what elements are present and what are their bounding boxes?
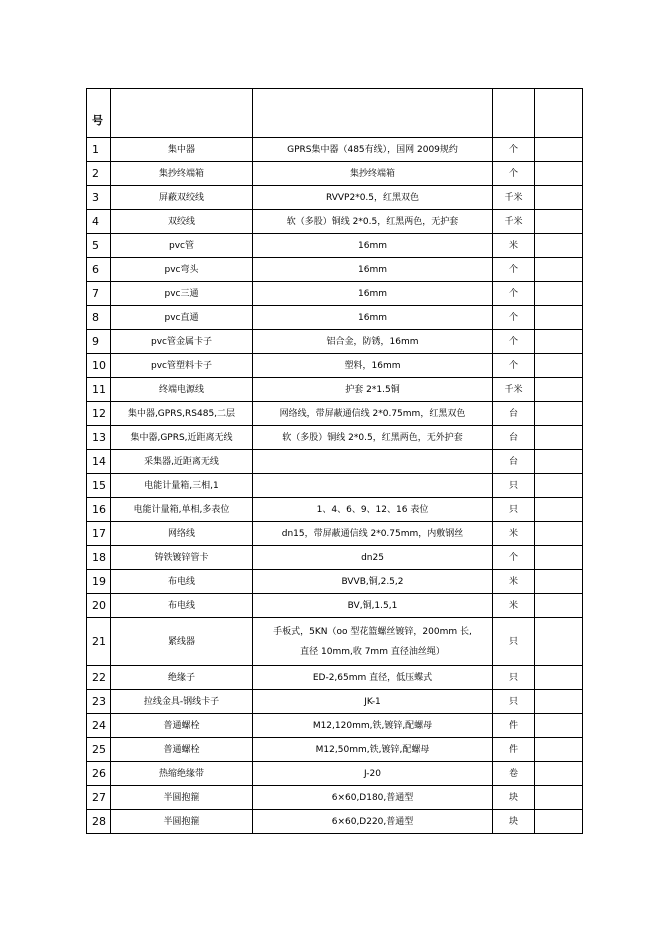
row-name-cell: 布电线 [111,594,253,618]
table-row [87,546,583,570]
row-spec-cell: M12,120mm,铁,镀锌,配螺母 [253,714,493,738]
row-unit-cell: 个 [493,258,535,282]
table-row [87,402,583,426]
table-row [87,282,583,306]
table-row [87,666,583,690]
row-name-cell: pvc管塑料卡子 [111,354,253,378]
row-extra-cell [535,522,583,546]
table-row [87,234,583,258]
row-spec-cell: BV,铜,1.5,1 [253,594,493,618]
row-unit-cell: 台 [493,450,535,474]
row-number-cell: 24 [87,714,111,738]
row-name-cell: 半圆抱箍 [111,786,253,810]
row-extra-cell [535,138,583,162]
row-name-cell: pvc三通 [111,282,253,306]
row-extra-cell [535,450,583,474]
row-spec-line: 直径 10mm,收 7mm 直径油丝绳） [300,646,445,657]
row-extra-cell [535,594,583,618]
row-unit-cell: 只 [493,474,535,498]
row-number-cell: 19 [87,570,111,594]
row-number-cell: 17 [87,522,111,546]
table-row [87,738,583,762]
table-row [87,522,583,546]
row-unit-cell: 米 [493,570,535,594]
row-unit-cell: 台 [493,426,535,450]
row-number-cell: 12 [87,402,111,426]
row-unit-cell: 个 [493,138,535,162]
row-unit-cell: 件 [493,738,535,762]
row-name-cell: 布电线 [111,570,253,594]
row-number-cell: 18 [87,546,111,570]
row-name-cell: 双绞线 [111,210,253,234]
row-spec-cell: 6×60,D180,普通型 [253,786,493,810]
row-unit-cell: 只 [493,618,535,666]
row-unit-cell: 米 [493,522,535,546]
row-spec-cell: JK-1 [253,690,493,714]
row-extra-cell [535,690,583,714]
row-name-cell: 集中器 [111,138,253,162]
row-number-cell: 13 [87,426,111,450]
row-extra-cell [535,354,583,378]
row-name-cell: 集中器,GPRS,近距离无线 [111,426,253,450]
table-row [87,594,583,618]
row-spec-cell: GPRS集中器（485有线），国网 2009规约 [253,138,493,162]
row-number-cell: 2 [87,162,111,186]
row-extra-cell [535,162,583,186]
row-number-cell: 20 [87,594,111,618]
row-extra-cell [535,810,583,834]
table-row [87,186,583,210]
table-row [87,450,583,474]
row-unit-cell: 只 [493,690,535,714]
row-name-cell: 网络线 [111,522,253,546]
row-number-cell: 3 [87,186,111,210]
row-unit-cell: 米 [493,234,535,258]
row-extra-cell [535,234,583,258]
row-extra-cell [535,426,583,450]
row-spec-cell: 铝合金，防锈，16mm [253,330,493,354]
row-spec-cell: BVVB,铜,2.5,2 [253,570,493,594]
row-number-cell: 1 [87,138,111,162]
row-extra-cell [535,546,583,570]
row-extra-cell [535,498,583,522]
row-spec-cell: 软（多股）铜线 2*0.5，红黑两色，无外护套 [253,426,493,450]
row-extra-cell [535,258,583,282]
row-extra-cell [535,402,583,426]
row-spec-cell: 集抄终端箱 [253,162,493,186]
row-name-cell: 铸铁镀锌管卡 [111,546,253,570]
row-number-cell: 5 [87,234,111,258]
row-number-cell: 23 [87,690,111,714]
row-number-cell: 4 [87,210,111,234]
row-name-cell: 集抄终端箱 [111,162,253,186]
row-unit-cell: 块 [493,786,535,810]
row-extra-cell [535,762,583,786]
row-unit-cell: 台 [493,402,535,426]
row-number-cell: 22 [87,666,111,690]
row-number-cell: 28 [87,810,111,834]
row-number-cell: 27 [87,786,111,810]
row-unit-cell: 千米 [493,378,535,402]
header-no-cell: 号 [87,89,111,138]
table-row [87,330,583,354]
row-name-cell: pvc管 [111,234,253,258]
table-row [87,354,583,378]
row-name-cell: 采集器,近距离无线 [111,450,253,474]
row-extra-cell [535,306,583,330]
row-extra-cell [535,570,583,594]
header-unit-cell [493,89,535,138]
row-spec-cell: 16mm [253,258,493,282]
header-row [87,89,583,138]
row-extra-cell [535,282,583,306]
row-number-cell: 10 [87,354,111,378]
row-spec-cell: M12,50mm,铁,镀锌,配螺母 [253,738,493,762]
table-row [87,786,583,810]
row-spec-cell: ED-2,65mm 直径，低压蝶式 [253,666,493,690]
row-spec-cell: J-20 [253,762,493,786]
row-number-cell: 26 [87,762,111,786]
table-row [87,306,583,330]
table-row [87,378,583,402]
row-spec-cell: 网络线，带屏蔽通信线 2*0.75mm，红黑双色 [253,402,493,426]
row-unit-cell: 个 [493,354,535,378]
row-name-cell: pvc弯头 [111,258,253,282]
row-spec-cell: 护套 2*1.5铜 [253,378,493,402]
row-unit-cell: 千米 [493,210,535,234]
row-extra-cell [535,618,583,666]
row-number-cell: 8 [87,306,111,330]
row-spec-cell: dn25 [253,546,493,570]
row-number-cell: 15 [87,474,111,498]
row-unit-cell: 个 [493,306,535,330]
row-spec-cell: 1、4、6、9、12、16 表位 [253,498,493,522]
row-unit-cell: 个 [493,330,535,354]
table-row [87,138,583,162]
row-name-cell: 绝缘子 [111,666,253,690]
header-extra-cell [535,89,583,138]
row-number-cell: 9 [87,330,111,354]
row-name-cell: 电能计量箱,单相,多表位 [111,498,253,522]
row-unit-cell: 块 [493,810,535,834]
row-name-cell: pvc直通 [111,306,253,330]
row-unit-cell: 米 [493,594,535,618]
table-row [87,210,583,234]
row-extra-cell [535,714,583,738]
row-unit-cell: 只 [493,498,535,522]
row-extra-cell [535,186,583,210]
row-unit-cell: 个 [493,282,535,306]
row-name-cell: 半圆抱箍 [111,810,253,834]
row-spec-cell: 软（多股）铜线 2*0.5，红黑两色，无护套 [253,210,493,234]
table-row [87,810,583,834]
row-number-cell: 6 [87,258,111,282]
row-extra-cell [535,786,583,810]
table-row [87,714,583,738]
row-name-cell: 拉线金具-钢线卡子 [111,690,253,714]
row-extra-cell [535,738,583,762]
row-number-cell: 25 [87,738,111,762]
row-unit-cell: 只 [493,666,535,690]
row-unit-cell: 个 [493,546,535,570]
row-unit-cell: 个 [493,162,535,186]
row-name-cell: 电能计量箱,三相,1 [111,474,253,498]
table-row [87,762,583,786]
row-unit-cell: 件 [493,714,535,738]
row-name-cell: 集中器,GPRS,RS485,二层 [111,402,253,426]
row-spec-cell [253,474,493,498]
row-spec-cell: RVVP2*0.5，红黑双色 [253,186,493,210]
table-row [87,162,583,186]
row-name-cell: 普通螺栓 [111,714,253,738]
row-extra-cell [535,210,583,234]
row-spec-cell: 16mm [253,282,493,306]
materials-table-body [87,89,583,834]
row-number-cell: 7 [87,282,111,306]
row-spec-cell: 16mm [253,234,493,258]
header-spec-cell [253,89,493,138]
materials-table [86,88,583,834]
row-spec-cell [253,450,493,474]
table-row [87,498,583,522]
row-extra-cell [535,330,583,354]
row-spec-line: 手板式，5KN（oo 型花篮螺丝镀锌，200mm 长, [273,626,472,637]
row-spec-cell: 6×60,D220,普通型 [253,810,493,834]
row-name-cell: 紧线器 [111,618,253,666]
row-number-cell: 11 [87,378,111,402]
table-row [87,690,583,714]
row-spec-cell [253,618,493,666]
row-name-cell: 热缩绝缘带 [111,762,253,786]
row-spec-cell: 16mm [253,306,493,330]
header-name-cell [111,89,253,138]
row-name-cell: 终端电源线 [111,378,253,402]
row-name-cell: 普通螺栓 [111,738,253,762]
row-name-cell: pvc管金属卡子 [111,330,253,354]
row-number-cell: 16 [87,498,111,522]
row-spec-cell: dn15，带屏蔽通信线 2*0.75mm，内敷钢丝 [253,522,493,546]
table-row [87,258,583,282]
row-number-cell: 21 [87,618,111,666]
table-row [87,474,583,498]
table-row [87,426,583,450]
row-extra-cell [535,378,583,402]
table-row [87,570,583,594]
row-extra-cell [535,474,583,498]
row-extra-cell [535,666,583,690]
row-unit-cell: 卷 [493,762,535,786]
row-number-cell: 14 [87,450,111,474]
row-name-cell: 屏蔽双绞线 [111,186,253,210]
table-row [87,618,583,666]
row-unit-cell: 千米 [493,186,535,210]
row-spec-cell: 塑料，16mm [253,354,493,378]
